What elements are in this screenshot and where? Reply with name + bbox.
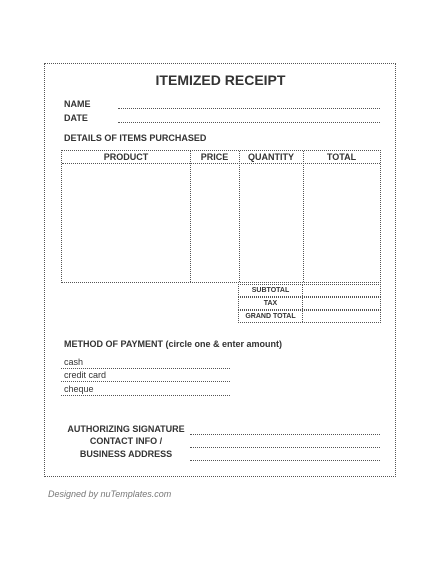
signature-label: AUTHORIZING SIGNATURE [67, 424, 185, 434]
date-label: DATE [64, 113, 88, 123]
tax-label: TAX [263, 300, 278, 307]
payment-option-credit-card[interactable]: credit card [64, 370, 107, 380]
business-address-label: BUSINESS ADDRESS [79, 449, 173, 459]
row-divider [302, 298, 303, 309]
grand-total-row[interactable] [238, 310, 381, 323]
cash-amount-field[interactable] [61, 368, 230, 369]
contact-info-label: CONTACT INFO / [89, 436, 163, 446]
column-header-quantity: QUANTITY [248, 152, 294, 162]
receipt-title: ITEMIZED RECEIPT [155, 72, 286, 88]
name-label: NAME [64, 99, 91, 109]
cheque-amount-field[interactable] [61, 395, 230, 396]
column-header-total: TOTAL [326, 152, 357, 162]
payment-option-cheque[interactable]: cheque [64, 384, 94, 394]
payment-label: METHOD OF PAYMENT (circle one & enter amount) [64, 339, 283, 349]
items-table [61, 150, 381, 283]
contact-info-field[interactable] [190, 447, 380, 448]
subtotal-label: SUBTOTAL [251, 287, 290, 294]
tax-row[interactable] [238, 297, 381, 310]
subtotal-row[interactable] [238, 284, 381, 297]
column-divider [239, 151, 240, 282]
column-divider [190, 151, 191, 282]
column-header-price: PRICE [200, 152, 229, 162]
details-label: DETAILS OF ITEMS PURCHASED [64, 133, 207, 143]
column-divider [303, 151, 304, 282]
column-header-product: PRODUCT [103, 152, 149, 162]
name-field[interactable] [118, 108, 380, 109]
row-divider [302, 285, 303, 296]
signature-field[interactable] [190, 434, 380, 435]
credit-card-amount-field[interactable] [61, 381, 230, 382]
row-divider [302, 311, 303, 322]
business-address-field[interactable] [190, 460, 380, 461]
grand-total-label: GRAND TOTAL [245, 313, 296, 320]
footer-credit: Designed by nuTemplates.com [48, 489, 172, 499]
date-field[interactable] [118, 122, 380, 123]
payment-option-cash[interactable]: cash [64, 357, 84, 367]
